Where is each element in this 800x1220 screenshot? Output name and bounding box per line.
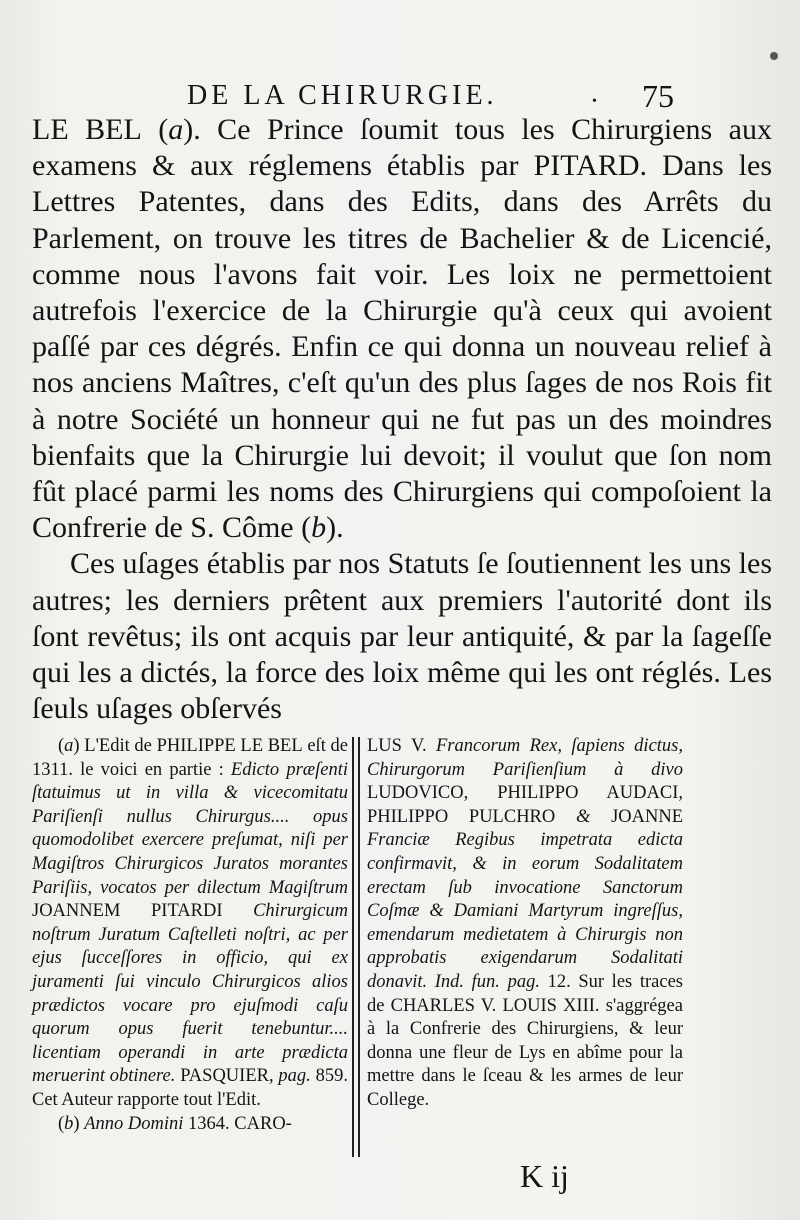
footnotes xyxy=(32,735,772,1165)
text-run: , xyxy=(268,1066,279,1087)
text-run: Chirurgicum noſtrum Juratum Caſtelleti noſtri, ac per ejus ſucceſſores in officio, qui ex juramenti ſui vinculo Chirurgicos alios prædictos vocare pro ejuſmodi caſu quorum opus fuerit tenebuntur.... licentiam operandi in arte prædicta meruerint obtinere. xyxy=(32,901,348,1087)
main-paragraph-2 xyxy=(32,546,772,727)
text-run: a xyxy=(168,113,184,146)
text-run: LUDOVICO, PHILIPPO AUDACI, PHILIPPO PULCHRO xyxy=(367,783,683,827)
text-run: eſt de 1311. le voici en partie : xyxy=(32,736,348,780)
text-run: Anno Domini xyxy=(84,1113,184,1134)
text-run: 859. Cet Auteur rapporte tout l'Edit. xyxy=(32,1066,348,1110)
running-head-title: DE LA CHIRURGIE. xyxy=(187,80,498,111)
text-run: JOANNE xyxy=(611,806,684,827)
text-run: b xyxy=(64,1113,74,1134)
text-run: a xyxy=(64,736,74,756)
text-run: ) xyxy=(73,1113,85,1134)
text-run: Ces uſages établis par nos Statuts ſe ſoutiennent les uns les autres; les derniers prêtent aux premiers l'autorité dont ils ſont revêtus; ils ont acquis par leur antiquité, & par la ſageſſe qui les a dictés, la force des loix même qui les ont réglés. Les ſeuls uſages obſervés xyxy=(32,547,772,726)
text-run: ( xyxy=(58,1113,65,1134)
text-run: PHILIPPE LE BEL xyxy=(156,736,303,756)
text-run: CARO- xyxy=(234,1113,292,1134)
footnote-a xyxy=(32,735,348,1113)
text-run: pag. xyxy=(278,1066,311,1087)
text-run: ( xyxy=(141,113,169,146)
main-paragraph-1 xyxy=(32,112,772,546)
text-run: . Dans les Lettres Patentes, dans des Edits, dans des Arrêts du Parlement, on trouve les titres de Bachelier & de Licencié, comme nous l'avons fait voir. Les loix ne permettoient autrefois l'exercice de la Chirurgie qu'à ceux qui avoient paſſé par ces dégrés. Enfin ce qui donna un nouveau relief à nos anciens Maîtres, c'eſt qu'un des plus ſages de nos Rois fit à notre Société un honneur qui ne fut pas un des moindres bienfaits que la Chirurgie lui devoit; il voulut que ſon nom fût placé parmi les noms des Chirurgiens qui compoſoient la Confrerie de S. Côme ( xyxy=(32,149,772,545)
footnote-b-start xyxy=(32,1113,348,1137)
text-run: V. xyxy=(401,736,436,756)
ink-speck xyxy=(770,52,778,60)
running-head-dot: • xyxy=(592,94,597,109)
text-run: ) L'Edit de xyxy=(73,736,157,756)
text-run: s'aggrégea à la Confrerie des Chirurgiens, & leur donna une fleur de Lys en abîme pour la mettre dans le ſceau & les armes de leur College. xyxy=(367,995,683,1110)
text-run: CHARLES V. LOUIS XIII. xyxy=(390,995,600,1016)
text-run: Francorum Rex, ſapiens dictus, Chirurgorum Pariſienſium à divo xyxy=(367,736,683,780)
text-run: b xyxy=(311,511,327,545)
text-run: 12. Sur les traces de xyxy=(367,971,683,1016)
footnote-column-left xyxy=(32,735,348,1136)
text-run: LUS xyxy=(367,736,402,756)
text-run: LE BEL xyxy=(32,113,142,146)
text-run: ). xyxy=(326,511,344,545)
text-run: JOANNEM PITARDI xyxy=(32,901,223,922)
signature-mark: K ij xyxy=(520,1158,569,1194)
footnote-b-continued xyxy=(367,735,683,1113)
text-run: ( xyxy=(58,736,65,756)
text-run: ). Ce Prince ſoumit tous les Chirurgiens aux examens & aux réglemens établis par xyxy=(32,113,772,183)
main-text xyxy=(32,112,772,727)
page-number: 75 xyxy=(642,78,674,114)
text-run: 1364. xyxy=(183,1113,235,1134)
footnote-column-right xyxy=(367,735,683,1113)
column-divider xyxy=(352,737,360,1157)
text-run: Franciæ Regibus impetrata edicta confirmavit, & in eorum Sodalitatem erectam ſub invocatione Sanctorum Coſmæ & Damiani Martyrum ingreſſus, emendarum medietatem à Chirurgis non approbatis exigendarum Sodalitati donavit. Ind. fun. pag. xyxy=(367,830,683,992)
text-run: PITARD xyxy=(533,149,640,183)
text-run: Edicto præſenti ſtatuimus ut in villa & vicecomitatu Pariſienſi nullus Chirurgus.... opus quomodolibet exercere preſumat, niſi per Magiſtros Chirurgicos Juratos morantes Pariſiis, vocatos per dilectum Magiſtrum xyxy=(32,759,348,898)
text-run: PASQUIER xyxy=(180,1066,269,1087)
text-run: & xyxy=(555,806,612,827)
